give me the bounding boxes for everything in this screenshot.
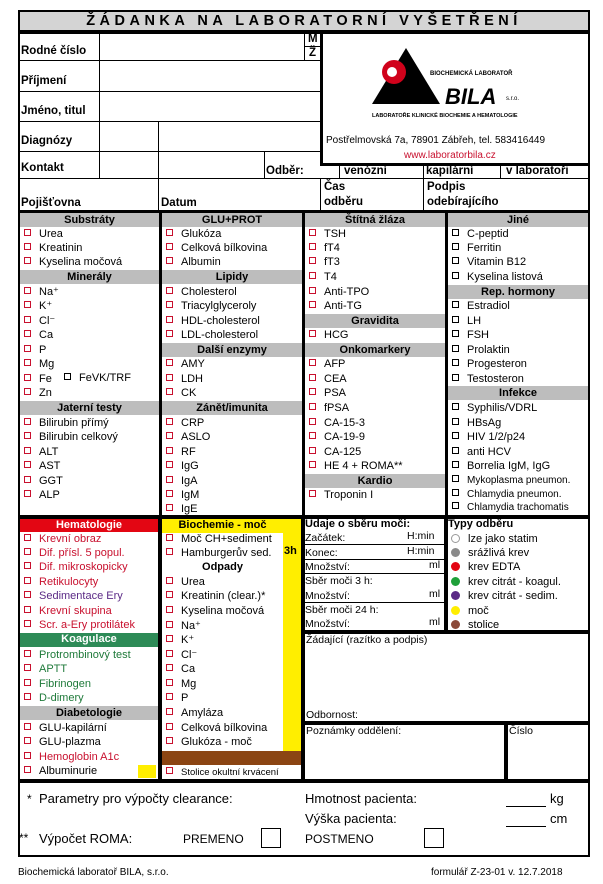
list-item[interactable]: HE 4 + ROMA** — [309, 459, 403, 473]
diabet-header: Diabetologie — [20, 706, 158, 720]
list-item[interactable]: Albumin — [166, 255, 221, 269]
dot-icon — [451, 606, 460, 615]
vyska-label: Výška pacienta: — [305, 811, 397, 826]
biochemie-moc-header: Biochemie - moč — [178, 519, 267, 531]
konec-hmin: H:min — [407, 545, 435, 557]
lab-subtitle: LABORATOŘE KLINICKÉ BIOCHEMIE A HEMATOLOGIE — [372, 113, 518, 119]
ml24-unit: ml — [429, 616, 441, 628]
list-item[interactable]: Syphilis/VDRL — [452, 401, 537, 415]
roma-star: ** — [19, 831, 29, 845]
list-item[interactable]: Cl⁻ — [24, 314, 55, 328]
list-item[interactable]: P — [24, 343, 46, 357]
jmeno-label: Jméno, titul — [21, 105, 86, 117]
list-item[interactable]: CA-19-9 — [309, 430, 365, 444]
legend-item: srážlivá krev — [451, 546, 529, 560]
list-item[interactable]: CEA — [309, 372, 347, 386]
list-item[interactable]: IgG — [166, 459, 199, 473]
prijmeni-field[interactable] — [100, 61, 320, 91]
list-item[interactable]: fT4 — [309, 241, 340, 255]
list-item[interactable]: Borrelia IgM, IgG — [452, 459, 550, 473]
legend-item: krev EDTA — [451, 560, 520, 574]
konec-label: Konec: — [305, 547, 338, 559]
rodne-cislo-field[interactable] — [100, 33, 304, 60]
list-item[interactable]: ASLO — [166, 430, 210, 444]
poznamky-label: Poznámky oddělení: — [306, 725, 402, 737]
list-item[interactable]: AFP — [309, 357, 345, 371]
list-item[interactable]: Glukóza — [166, 227, 221, 241]
list-item[interactable]: P — [166, 691, 188, 705]
list-item[interactable]: Bilirubin přímý — [24, 416, 109, 430]
formular-footer: formulář Z-23-01 v. 12.7.2018 — [431, 867, 563, 878]
dot-icon — [451, 562, 460, 571]
list-item[interactable]: Stolice okultní krvácení — [166, 766, 279, 780]
list-item[interactable]: fPSA — [309, 401, 349, 415]
list-item[interactable]: Hamburgerův sed. — [166, 546, 272, 560]
dot-icon — [451, 577, 460, 586]
infekce-header: Infekce — [448, 386, 588, 400]
list-item[interactable]: IgM — [166, 488, 199, 502]
list-item[interactable]: Testosteron — [452, 372, 524, 386]
kontakt-label: Kontakt — [21, 162, 64, 174]
list-item[interactable]: LDH — [166, 372, 203, 386]
datum-label: Datum — [161, 197, 197, 209]
onko-header: Onkomarkery — [305, 343, 445, 357]
list-item[interactable]: HBsAg — [452, 416, 501, 430]
hematologie-header: Hematologie — [55, 519, 122, 531]
legend-item: stolice — [451, 618, 499, 632]
list-item[interactable]: Fibrinogen — [24, 677, 91, 691]
postmeno-checkbox[interactable] — [424, 828, 444, 848]
zacatek-label: Začátek: — [305, 532, 346, 544]
mineraly-header: Minerály — [20, 270, 159, 284]
list-item[interactable]: LDL-cholesterol — [166, 328, 258, 342]
list-item[interactable]: Ca — [24, 328, 53, 342]
ml-unit: ml — [429, 559, 441, 571]
lab-sro: s.r.o. — [506, 96, 520, 102]
cas-label: Čas — [324, 181, 346, 193]
param-label: Parametry pro výpočty clearance: — [39, 791, 233, 806]
premeno-label: PREMENO — [183, 832, 244, 846]
list-item[interactable]: FSH — [452, 328, 489, 342]
dot-icon — [451, 591, 460, 600]
list-item[interactable]: Hemoglobin A1c — [24, 750, 119, 764]
zacatek-hmin: H:min — [407, 530, 435, 542]
list-item[interactable]: Chlamydia trachomatis — [452, 501, 569, 515]
typy-title: Typy odběru — [448, 518, 514, 530]
list-item[interactable]: fT3 — [309, 255, 340, 269]
legend-item: krev citrát - koagul. — [451, 575, 561, 589]
list-item[interactable]: Celková bílkovina — [166, 721, 267, 735]
odber-venozni[interactable]: venózní — [344, 165, 387, 177]
list-item[interactable]: GLU-kapilární — [24, 721, 107, 735]
odber-kapilarni[interactable]: kapilární — [426, 165, 474, 177]
list-item[interactable]: Dif. přísl. 5 popul. — [24, 546, 125, 560]
lab-address: Postřelmovská 7a, 78901 Zábřeh, tel. 583416449 — [326, 135, 546, 146]
list-item[interactable]: APTT — [24, 662, 67, 676]
list-item[interactable]: Kreatinin (clear.)* — [166, 589, 265, 603]
list-item[interactable]: Anti-TG — [309, 299, 362, 313]
list-item[interactable]: Scr. a-Ery protilátek — [24, 618, 135, 632]
list-item[interactable]: Ca — [166, 662, 195, 676]
hmotnost-label: Hmotnost pacienta: — [305, 791, 418, 806]
hmotnost-field[interactable] — [506, 790, 546, 806]
form-title: ŽÁDANKA NA LABORATORNÍ VYŠETŘENÍ — [18, 10, 590, 32]
list-item[interactable]: PSA — [309, 386, 346, 400]
list-item[interactable]: Celková bílkovina — [166, 241, 267, 255]
list-item[interactable]: AST — [24, 459, 60, 473]
list-item[interactable]: K⁺ — [24, 299, 52, 313]
list-item[interactable]: Vitamin B12 — [452, 255, 526, 269]
list-item[interactable]: Moč CH+sediment — [166, 532, 272, 546]
kardio-header: Kardio — [305, 474, 445, 488]
list-item[interactable]: Ferritin — [452, 241, 501, 255]
list-item[interactable]: anti HCV — [452, 445, 511, 459]
kg-unit: kg — [550, 791, 564, 806]
list-item[interactable]: Urea — [166, 575, 205, 589]
param-star: * — [27, 792, 32, 806]
diagnozy-label: Diagnózy — [21, 135, 73, 147]
list-item[interactable]: Kyselina močová — [166, 604, 264, 618]
cislo-label: Číslo — [509, 725, 533, 737]
odpady-header: Odpady — [202, 561, 243, 573]
list-item[interactable]: RF — [166, 445, 196, 459]
list-item[interactable]: Amyláza — [166, 706, 223, 720]
list-item[interactable]: Krevní obraz — [24, 532, 101, 546]
hamburger-3h: 3h — [284, 545, 297, 557]
list-item[interactable]: Protrombinový test — [24, 648, 131, 662]
list-item[interactable]: FeVK/TRF — [64, 371, 131, 385]
stitna-header: Štítná žláza — [305, 213, 445, 227]
sex-z-option[interactable]: Ž — [309, 47, 317, 59]
zanet-header: Zánět/imunita — [162, 401, 302, 415]
list-item[interactable]: Albuminurie — [24, 764, 97, 778]
zadajici-label: Žádající (razítko a podpis) — [306, 634, 428, 646]
mnozstvi3-label: Množství: — [305, 590, 350, 602]
ml3-unit: ml — [429, 588, 441, 600]
list-item[interactable]: TSH — [309, 227, 346, 241]
list-item[interactable]: Zn — [24, 386, 52, 400]
list-item[interactable]: Kreatinin — [24, 241, 82, 255]
list-item[interactable]: Na⁺ — [166, 619, 201, 633]
list-item[interactable]: CA-15-3 — [309, 416, 365, 430]
list-item[interactable]: CK — [166, 386, 196, 400]
gravidita-header: Gravidita — [305, 314, 445, 328]
list-item[interactable]: C-peptid — [452, 227, 509, 241]
list-item[interactable]: K⁺ — [166, 633, 194, 647]
prijmeni-label: Příjmení — [21, 75, 67, 87]
list-item[interactable]: Cholesterol — [166, 285, 237, 299]
list-item[interactable]: Na⁺ — [24, 285, 59, 299]
list-item[interactable]: Triacylglyceroly — [166, 299, 256, 313]
jmeno-field[interactable] — [100, 92, 320, 121]
diagnozy-field[interactable] — [100, 122, 320, 151]
list-item[interactable]: HCG — [309, 328, 348, 342]
list-item[interactable]: IgA — [166, 474, 198, 488]
list-item[interactable]: GLU-plazma — [24, 735, 101, 749]
list-item[interactable]: Cl⁻ — [166, 648, 197, 662]
jine-header: Jiné — [448, 213, 588, 227]
list-item[interactable]: Anti-TPO — [309, 285, 369, 299]
mnozstvi-label: Množství: — [305, 561, 350, 573]
list-item[interactable]: Fe — [24, 372, 52, 386]
odbornost-label: Odbornost: — [306, 709, 358, 721]
list-item[interactable]: Sedimentace Ery — [24, 589, 123, 603]
list-item[interactable]: Estradiol — [452, 299, 510, 313]
enzymy-header: Další enzymy — [162, 343, 302, 357]
list-item[interactable]: Dif. mikroskopicky — [24, 560, 128, 574]
list-item[interactable]: Chlamydia pneumon. — [452, 488, 562, 502]
cm-unit: cm — [550, 811, 568, 826]
lab-name-small: BIOCHEMICKÁ LABORATOŘ — [430, 71, 513, 77]
list-item[interactable]: AMY — [166, 357, 205, 371]
list-item[interactable]: Mykoplasma pneumon. — [452, 474, 570, 488]
list-item[interactable]: HIV 1/2/p24 — [452, 430, 525, 444]
koagulace-header: Koagulace — [61, 633, 117, 645]
list-item[interactable]: Urea — [24, 227, 63, 241]
list-item[interactable]: Krevní skupina — [24, 604, 112, 618]
odberu-label: odběru — [324, 196, 363, 208]
list-item[interactable]: Kyselina močová — [24, 255, 122, 269]
list-item[interactable]: Mg — [166, 677, 196, 691]
odber-label: Odběr: — [266, 165, 304, 177]
list-item[interactable]: ALP — [24, 488, 60, 502]
list-item[interactable]: LH — [452, 314, 481, 328]
list-item[interactable]: IgE — [166, 502, 198, 516]
list-item[interactable]: D-dimery — [24, 691, 84, 705]
substraty-header: Substráty — [20, 213, 159, 227]
odebirajiciho-label: odebírajícího — [427, 196, 499, 208]
list-item[interactable]: Retikulocyty — [24, 575, 98, 589]
lab-brand: BILA — [445, 84, 497, 109]
sber3-label: Sběr moči 3 h: — [305, 575, 373, 587]
vyska-field[interactable] — [506, 810, 546, 826]
sber-title: Údaje o sběru moči: — [305, 518, 411, 530]
pojistovna-label: Pojišťovna — [21, 197, 81, 209]
list-item[interactable]: Mg — [24, 357, 54, 371]
list-item[interactable]: HDL-cholesterol — [166, 314, 260, 328]
lab-web-link[interactable]: www.laboratorbila.cz — [404, 150, 496, 161]
kontakt-field[interactable] — [100, 152, 264, 178]
legend-item: krev citrát - sedim. — [451, 589, 558, 603]
sex-m-option[interactable]: M — [308, 33, 318, 45]
list-item[interactable]: Glukóza - moč — [166, 735, 252, 749]
list-item[interactable]: T4 — [309, 270, 337, 284]
jaterni-header: Jaterní testy — [20, 401, 159, 415]
dot-icon — [451, 548, 460, 557]
podpis-label: Podpis — [427, 181, 466, 193]
legend-item: lze jako statim — [451, 532, 538, 546]
postmeno-label: POSTMENO — [305, 832, 374, 846]
mnozstvi24-label: Množství: — [305, 618, 350, 630]
list-item[interactable]: GGT — [24, 474, 63, 488]
odber-laborator[interactable]: v laboratoři — [506, 165, 569, 177]
company-footer: Biochemická laboratoř BILA, s.r.o. — [18, 867, 169, 878]
list-item[interactable]: CRP — [166, 416, 204, 430]
list-item[interactable]: Prolaktin — [452, 343, 510, 357]
list-item[interactable]: Kyselina listová — [452, 270, 543, 284]
list-item[interactable]: Progesteron — [452, 357, 527, 371]
rodne-cislo-label: Rodné číslo — [21, 45, 87, 57]
list-item[interactable]: Troponin I — [309, 488, 373, 502]
premeno-checkbox[interactable] — [261, 828, 281, 848]
roma-label: Výpočet ROMA: — [39, 831, 133, 846]
dot-icon — [451, 620, 460, 629]
lipidy-header: Lipidy — [162, 270, 302, 284]
rep-header: Rep. hormony — [448, 285, 588, 299]
dot-icon — [451, 534, 460, 543]
legend-item: moč — [451, 604, 489, 618]
list-item[interactable]: CA-125 — [309, 445, 361, 459]
sber24-label: Sběr moči 24 h: — [305, 604, 379, 616]
list-item[interactable]: Bilirubin celkový — [24, 430, 118, 444]
glu-prot-header: GLU+PROT — [162, 213, 302, 227]
list-item[interactable]: ALT — [24, 445, 58, 459]
